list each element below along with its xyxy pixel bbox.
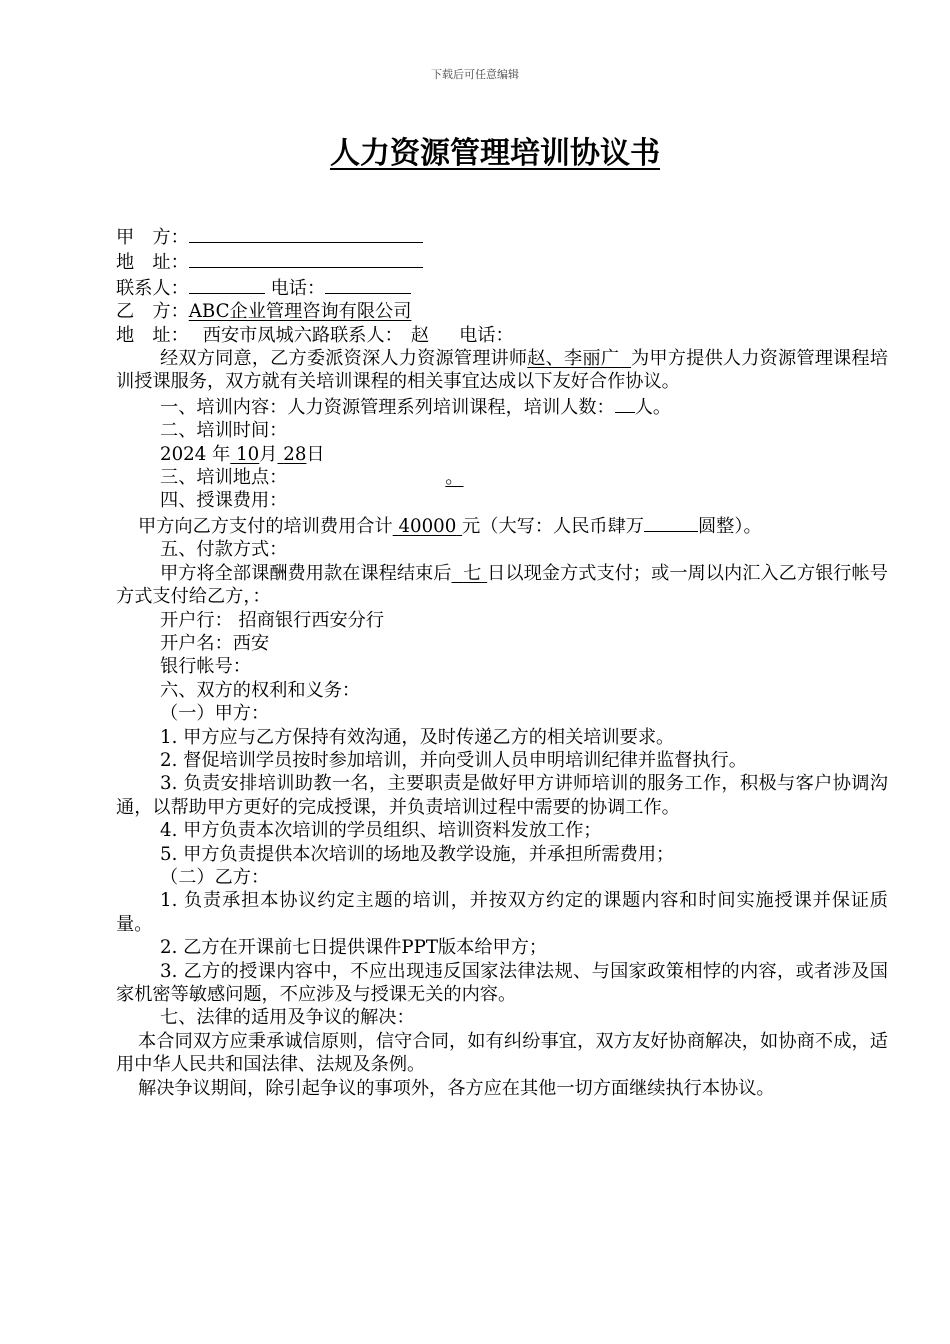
party-a-contact-line <box>116 275 888 300</box>
party-a-contact-blank <box>189 275 265 294</box>
date-year: 2024 <box>160 443 207 465</box>
party-b-address-label: 地 址： <box>116 324 189 346</box>
intro-paragraph: 经双方同意，乙方委派资深人力资源管理讲师赵、李丽广 为甲方提供人力资源管理课程培训授课服务，双方就有关培训课程的相关事宜达成以下友好合作协议。 <box>116 348 888 393</box>
section-5-heading: 五、付款方式： <box>160 539 288 561</box>
party-a-phone-blank <box>325 275 411 294</box>
section-2-heading: 二、培训时间： <box>160 420 288 442</box>
party-b-duty-3: 3. 乙方的授课内容中，不应出现违反国家法律法规、与国家政策相悖的内容，或者涉及国家机密等敏感问题，不应涉及与授课无关的内容。 <box>116 960 888 1005</box>
lecturer-names: 赵、李丽广 <box>527 348 620 370</box>
party-b-address: 西安市凤城六路 <box>202 324 331 346</box>
party-a-blank <box>189 224 423 243</box>
document-body <box>116 224 888 1100</box>
party-a-duties-heading: （一）甲方： <box>160 703 270 725</box>
bank-name: 开户行： 招商银行西安分行 <box>160 609 385 631</box>
party-b-name: ABC企业管理咨询有限公司 <box>188 301 412 323</box>
law-paragraph-1: 本合同双方应秉承诚信原则，信守合同，如有纠纷事宜，双方友好协商解决，如协商不成，适用中华人民共和国法律、法规及条例。 <box>116 1030 888 1076</box>
party-a-duty-1: 1. 甲方应与乙方保持有效沟通，及时传递乙方的相关培训要求。 <box>160 726 675 748</box>
section-4-heading: 四、授课费用： <box>160 490 288 512</box>
fee-words-blank <box>644 513 698 532</box>
party-a-address-line <box>116 249 888 274</box>
party-a-duty-2: 2. 督促培训学员按时参加培训，并向受训人员申明培训纪律并监督执行。 <box>160 749 747 771</box>
party-a-line <box>116 224 888 249</box>
party-a-address-blank <box>189 249 423 268</box>
party-b-duty-2: 2. 乙方在开课前七日提供课件PPT版本给甲方； <box>160 937 548 959</box>
location-blank: 。 <box>445 467 464 489</box>
party-a-address-label: 地 址： <box>116 252 189 274</box>
party-b-duties-heading: （二）乙方： <box>160 866 270 888</box>
party-b-line <box>116 300 888 323</box>
date-month: 10 <box>236 443 260 465</box>
account-number: 银行帐号： <box>160 656 251 678</box>
payment-days: 七 <box>463 562 482 584</box>
fee-line: 甲方向乙方支付的培训费用合计 40000 元（大写：人民币肆万 圆整）。 <box>116 513 888 538</box>
training-date: 2024 年 10月 28日 <box>160 443 325 465</box>
party-b-duty-1: 1. 负责承担本协议约定主题的培训，并按双方约定的课题内容和时间实施授课并保证质量。 <box>116 890 888 935</box>
page-header: 下载后可任意编辑 <box>431 68 519 81</box>
party-a-label: 甲 方： <box>116 227 189 248</box>
account-name: 开户名：西安 <box>160 632 270 654</box>
payment-paragraph: 甲方将全部课酬费用款在课程结束后 七 日以现金方式支付；或一周以内汇入乙方银行帐号方式支付给乙方，： <box>116 562 888 608</box>
party-b-label: 乙 方： <box>116 301 189 323</box>
party-b-phone-label: 电话： <box>459 324 514 346</box>
party-a-duty-3: 3. 负责安排培训助教一名，主要职责是做好甲方讲师培训的服务工作，积极与客户协调沟通，以帮助甲方更好的完成授课，并负责培训过程中需要的协调工作。 <box>116 773 888 818</box>
fee-amount: 40000 <box>398 515 457 537</box>
section-1: 一、培训内容：人力资源管理系列培训课程，培训人数： 人。 <box>116 394 888 419</box>
date-day: 28 <box>283 443 307 465</box>
section-3: 三、培训地点： 。 <box>116 466 888 489</box>
party-a-phone-label: 电话： <box>270 277 326 299</box>
section-7-heading: 七、法律的适用及争议的解决： <box>160 1007 415 1029</box>
law-paragraph-2: 解决争议期间，除引起争议的事项外，各方应在其他一切方面继续执行本协议。 <box>138 1077 775 1099</box>
document-title <box>0 128 950 172</box>
title-text: 人力资源管理培训协议书 <box>330 136 660 171</box>
party-a-contact-label: 联系人： <box>116 277 189 299</box>
party-a-duty-4: 4. 甲方负责本次培训的学员组织、培训资料发放工作； <box>160 820 602 842</box>
party-a-duty-5: 5. 甲方负责提供本次培训的场地及教学设施，并承担所需费用； <box>160 843 675 865</box>
party-b-contact: 赵 <box>410 324 430 346</box>
trainee-count-blank <box>615 394 635 413</box>
party-b-contact-label: 联系人： <box>330 324 403 346</box>
section-6-heading: 六、双方的权利和义务： <box>160 679 361 701</box>
party-b-address-line <box>116 324 888 347</box>
